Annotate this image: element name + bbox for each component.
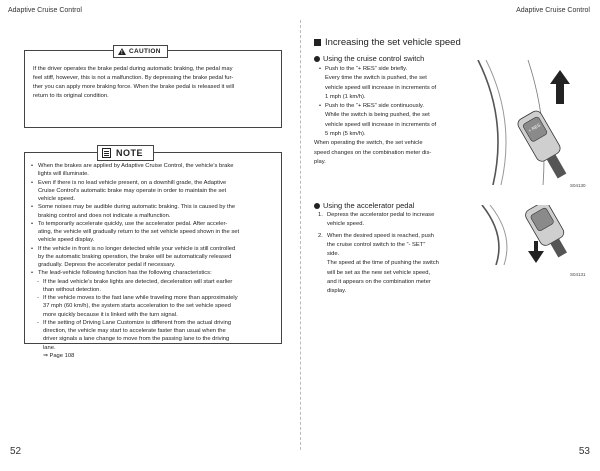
- note-icon: [102, 148, 111, 158]
- caution-line: ther you can apply more braking force. When the brake pedal is released it will: [33, 84, 235, 91]
- page-header-right: Adaptive Cruise Control: [516, 7, 590, 14]
- square-bullet-icon: [314, 39, 321, 46]
- note-bullet: • When the brakes are applied by Adaptive Cruise Control, the vehicle’s brake lights will illuminate.: [31, 162, 275, 179]
- pedal-instructions: [318, 211, 460, 297]
- cruise-switch-push-up-figure: [468, 60, 588, 185]
- step-1: 1. Depress the accelerator pedal to increase vehicle speed.: [318, 212, 435, 228]
- lever-label: + RES: [527, 122, 542, 134]
- note-bullet: • To temporarily accelerate quickly, use the accelerator pedal. After acceler- ating, the vehicle will gradually return to the set vehicle speed shown in the set vehicle speed display.: [31, 220, 275, 245]
- page-header-left: Adaptive Cruise Control: [8, 7, 82, 14]
- warning-triangle-icon: !: [118, 48, 126, 55]
- figure-code: S04131: [570, 272, 586, 277]
- caution-label: ! CAUTION: [113, 45, 168, 58]
- note-bullet: • The lead-vehicle following function has the following characteristics:: [31, 269, 275, 277]
- note-dash-item: - If the lead vehicle’s brake lights are detected, deceleration will start earlier than without detection.: [31, 278, 275, 295]
- circle-bullet-icon: [314, 56, 320, 62]
- note-dash-item: - If the setting of Driving Lane Customize is different from the actual driving direction, the vehicle may start to accelerate faster than usual when the driver signals a lane change to move from the passing lane to the driving lane.: [31, 319, 275, 352]
- subsection-heading-pedal: Using the accelerator pedal: [314, 201, 414, 210]
- cruise-control-lever: [516, 109, 574, 183]
- note-dash-item: - If the vehicle moves to the fast lane while traveling more than approximately 37 mph (60 km/h), the system starts acceleration to the set vehicle speed more quickly because it is linked with the turn signal.: [31, 294, 275, 319]
- page-number-left: 52: [10, 446, 22, 457]
- step-2: 2. When the desired speed is reached, push the cruise control switch to the “- SET” side. The speed at the time of pushing the switch will be set as the new set vehicle speed, and it appears on the combination meter display.: [318, 232, 439, 295]
- cruise-switch-push-down-figure: [476, 205, 588, 265]
- note-bullet: • Some noises may be audible during automatic braking. This is caused by the braking control and does not indicate a malfunction.: [31, 203, 275, 220]
- note-label: NOTE: [97, 145, 154, 161]
- subsection-heading-switch: Using the cruise control switch: [314, 54, 424, 63]
- arrow-up-icon: [550, 70, 570, 104]
- note-bullet: • Even if there is no lead vehicle present, on a downhill grade, the Adaptive Cruise Control’s automatic brake may operate in order to maintain the set vehicle speed.: [31, 179, 275, 204]
- page-divider: [300, 20, 301, 450]
- caution-line: return to its original condition.: [33, 93, 109, 100]
- caution-line: feel stiff, however, this is not a malfunction. By depressing the brake pedal fur-: [33, 75, 234, 82]
- note-bullet: • If the vehicle in front is no longer detected while your vehicle is still controlled by the automatic braking operation, the brake will be automatically released gradually. Depress the accelerator pedal if necessary.: [31, 245, 275, 270]
- note-box: [24, 147, 282, 359]
- steering-wheel-edge: [478, 60, 498, 185]
- switch-instructions: • Push to the “+ RES” side briefly. Every time the switch is pushed, the set vehicle speed will increase in increments of 1 mph (1 km/h). • Push to the “+ RES” side continuously. While the switch is being pushed, the set vehicle speed will increase in increments of 5 mph (5 km/h). When operating the switch, the set vehicle speed changes on the combination meter dis- play.: [318, 65, 458, 167]
- page-number-right: 53: [578, 446, 590, 457]
- page-reference[interactable]: ⇒ Page 108: [43, 352, 75, 359]
- caution-line: If the driver operates the brake pedal during automatic braking, the pedal may: [33, 66, 233, 72]
- caution-box: [24, 47, 282, 128]
- figure-code: S04130: [570, 183, 586, 188]
- section-title: Increasing the set vehicle speed: [314, 37, 461, 48]
- circle-bullet-icon: [314, 203, 320, 209]
